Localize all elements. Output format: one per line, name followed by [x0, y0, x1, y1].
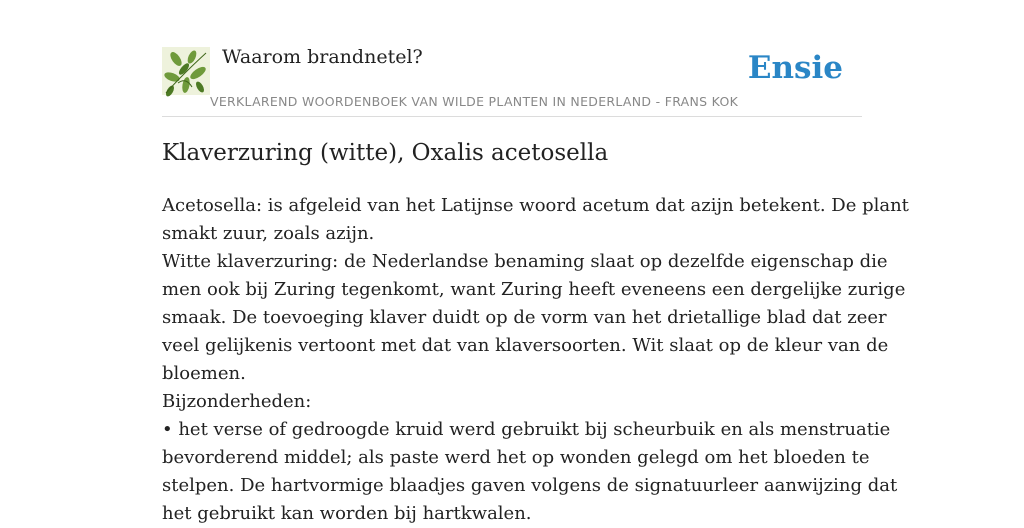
entry-line: veel gelijkenis vertoont met dat van klaversoorten. Wit slaat op de kleur van de	[162, 335, 889, 356]
entry-line: men ook bij Zuring tegenkomt, want Zuring heeft eveneens een dergelijke zurige	[162, 279, 906, 300]
entry-title: Klaverzuring (witte), Oxalis acetosella	[162, 140, 609, 166]
entry-line: smaak. De toevoeging klaver duidt op de vorm van het drietallige blad dat zeer	[162, 307, 887, 328]
plant-leaves-icon[interactable]	[162, 47, 210, 95]
entry-line: Bijzonderheden:	[162, 391, 312, 412]
entry-line: Acetosella: is afgeleid van het Latijnse woord acetum dat azijn betekent. De plant	[162, 195, 909, 216]
entry-body	[162, 192, 909, 528]
entry-line: het gebruikt kan worden bij hartkwalen.	[162, 503, 532, 524]
book-title[interactable]: Waarom brandnetel?	[222, 46, 423, 68]
entry-line: Witte klaverzuring: de Nederlandse benaming slaat op dezelfde eigenschap die	[162, 251, 888, 272]
entry-line: • het verse of gedroogde kruid werd gebruikt bij scheurbuik en als menstruatie	[162, 419, 891, 440]
entry-line: bloemen.	[162, 363, 246, 384]
entry-line: smakt zuur, zoals azijn.	[162, 223, 375, 244]
entry-line: stelpen. De hartvormige blaadjes gaven volgens de signatuurleer aanwijzing dat	[162, 475, 898, 496]
book-header	[162, 44, 862, 117]
entry-line: bevorderend middel; als paste werd het op wonden gelegd om het bloeden te	[162, 447, 870, 468]
ensie-logo[interactable]: Ensie	[747, 50, 843, 86]
book-subtitle[interactable]: VERKLAREND WOORDENBOEK VAN WILDE PLANTEN IN NEDERLAND - FRANS KOK	[210, 94, 739, 109]
